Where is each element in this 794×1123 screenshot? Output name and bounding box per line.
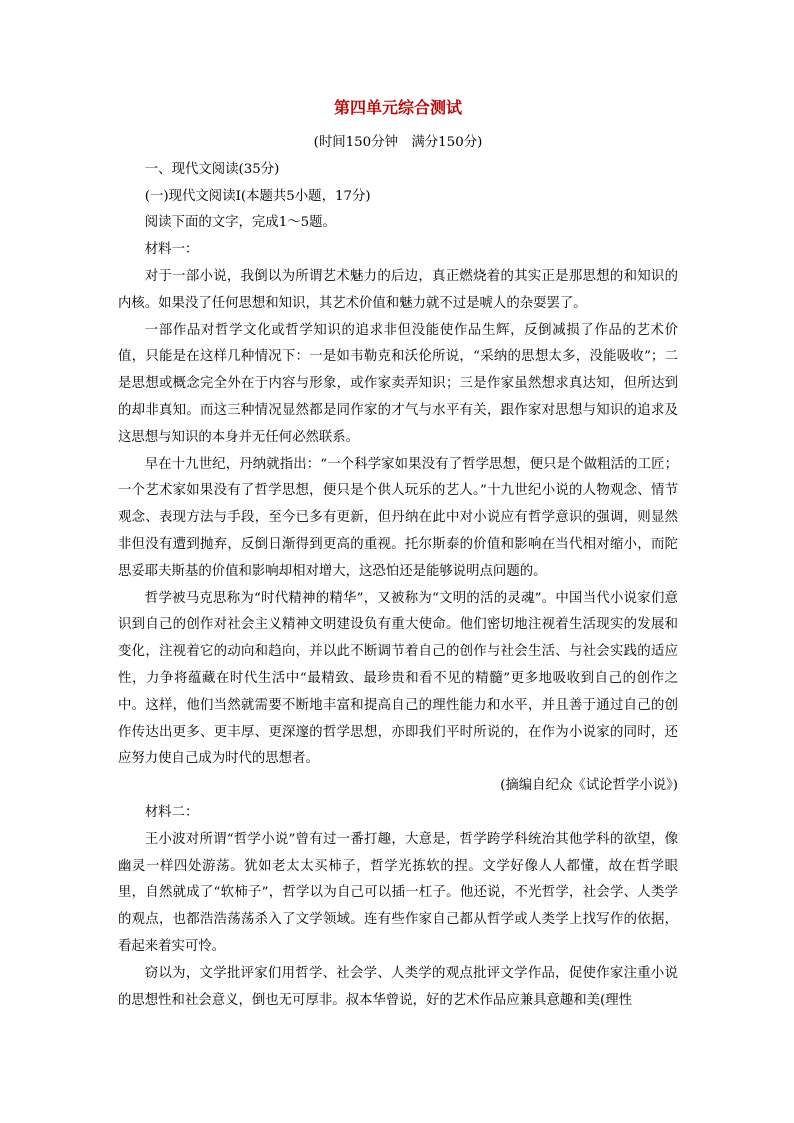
paragraph-2: 一部作品对哲学文化或哲学知识的追求非但没能使作品生辉，反倒减损了作品的艺术价值，只能是在这样几种情况下：一是如韦勒克和沃伦所说，“采纳的思想太多，没能吸收”；二是思想或概念完全外在于内容与形象，或作家卖弄知识；三是作家虽然想求真达知，但所达到的却非真知。而这三种情况显然都是同作家的才气与水平有关，跟作家对思想与知识的追求及这思想与知识的本身并无任何必然联系。 — [118, 322, 678, 445]
paragraph-1: 对于一部小说，我倒以为所谓艺术魅力的后边，真正燃烧着的其实正是那思想的和知识的内核。如果没了任何思想和知识，其艺术价值和魅力就不过是唬人的杂耍罢了。 — [118, 268, 678, 311]
page-title: 第四单元综合测试 — [333, 98, 462, 117]
page-subtitle: (时间150分钟 满分150分) — [313, 135, 483, 150]
paragraph-3: 早在十九世纪，丹纳就指出：“一个科学家如果没有了哲学思想，便只是个做粗活的工匠；一个艺术家如果没有了哲学思想，便只是个供人玩乐的艺人。”十九世纪小说的人物观念、情节观念、表现方法与手段，至今已多有更新，但丹纳在此中对小说应有哲学意识的强调，则显然非但没有遭到抛弃，反倒日渐得到更高的重视。托尔斯泰的价值和影响在当代相对缩小，而陀思妥耶夫斯基的价值和影响却相对增大，这恐怕还是能够说明点问题的。 — [118, 456, 678, 579]
paragraph-4: 哲学被马克思称为“时代精神的精华”，又被称为“文明的活的灵魂”。中国当代小说家们意识到自己的创作对社会主义精神文明建设负有重大使命。他们密切地注视着生活现实的发展和变化，注视着它的动向和趋向，并以此不断调节着自己的创作与社会生活、与社会实践的适应性，力争将蕴藏在时代生活中“最精致、最珍贵和看不见的精髓”更多地吸收到自己的创作之中。这样，他们当然就需要不断地丰富和提高自己的理性能力和水平，并且善于通过自己的创作传达出更多、更丰厚、更深邃的哲学思想，亦即我们平时所说的，在作为小说家的同时，还应努力使自己成为时代的思想者。 — [118, 590, 678, 767]
material-label-2: 材料二： — [144, 804, 199, 820]
instruction-text: 阅读下面的文字，完成1～5题。 — [144, 215, 336, 231]
paragraph-6: 窃以为，文学批评家们用哲学、社会学、人类学的观点批评文学作品，促使作家注重小说的思想性和社会意义，倒也无可厚非。叔本华曾说，好的艺术作品应兼具意趣和美(理性 — [118, 965, 678, 1008]
subsection-heading: (一)现代文阅读Ⅰ(本题共5小题，17分) — [144, 188, 371, 204]
material-label-1: 材料一： — [144, 242, 199, 258]
document-page — [118, 96, 678, 1014]
section-heading: 一、现代文阅读(35分) — [144, 161, 280, 177]
paragraph-5: 王小波对所谓“哲学小说”曾有过一番打趣，大意是，哲学跨学科统治其他学科的欲望，像幽灵一样四处游荡。犹如老太太买柿子，哲学光拣软的捏。文学好像人人都懂，故在哲学眼里，自然就成了“软柿子”，哲学以为自己可以插一杠子。他还说，不光哲学，社会学、人类学的观点，也都浩浩荡荡杀入了文学领域。连有些作家自己都从哲学或人类学上找写作的依据，看起来着实可怜。 — [118, 831, 678, 954]
source-citation: (摘编自纪众《试论哲学小说》) — [500, 778, 678, 794]
